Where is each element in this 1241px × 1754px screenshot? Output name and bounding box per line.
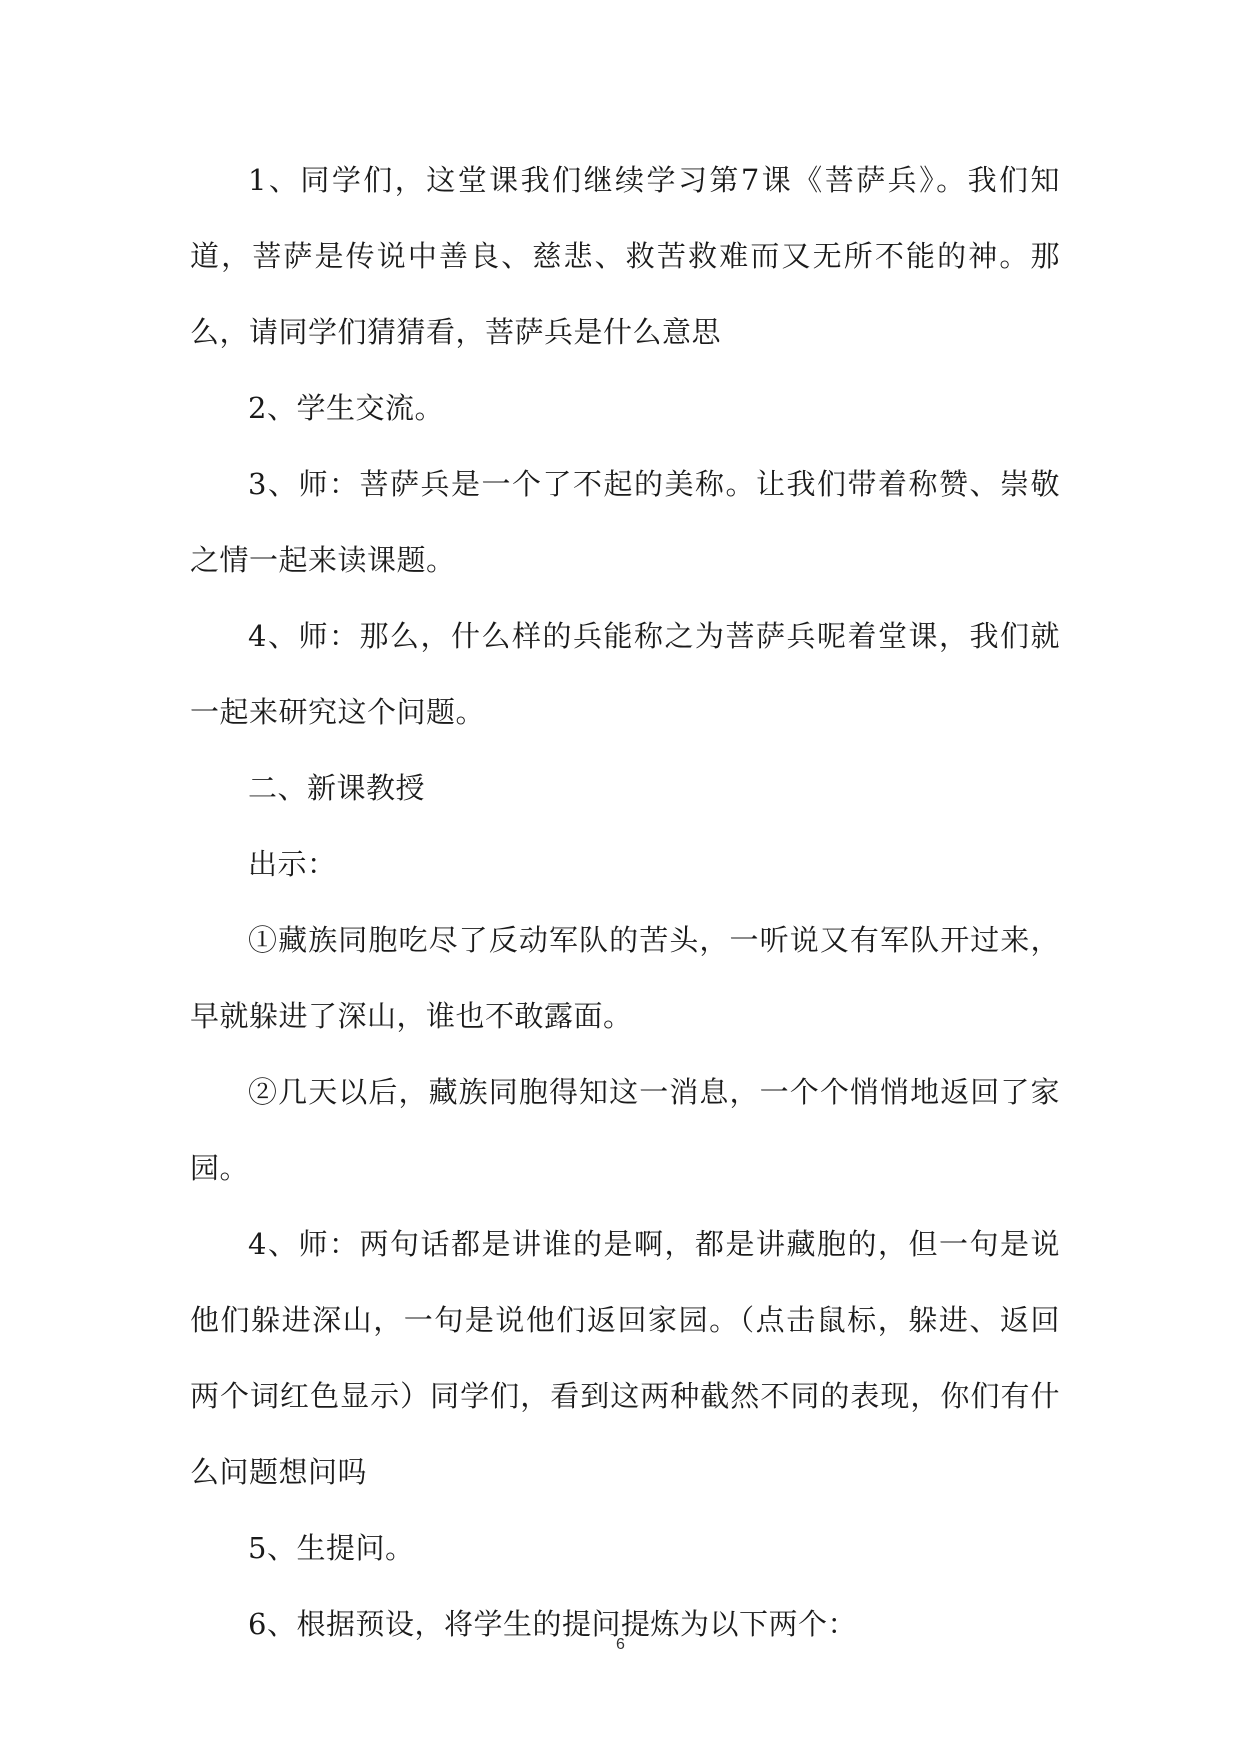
page-number: 6 — [616, 1636, 625, 1653]
paragraph: 2、学生交流。 — [248, 391, 444, 425]
paragraph: ②几天以后，藏族同胞得知这一消息，一个个悄悄地返回了家园。 — [190, 1075, 1060, 1185]
paragraph: ①藏族同胞吃尽了反动军队的苦头，一听说又有军队开过来，早就躲进了深山，谁也不敢露面。 — [190, 923, 1060, 1033]
paragraph: 5、生提问。 — [248, 1531, 415, 1565]
paragraph: 4、师：那么，什么样的兵能称之为菩萨兵呢着堂课，我们就一起来研究这个问题。 — [190, 619, 1060, 729]
paragraph: 出示： — [248, 847, 337, 881]
paragraph: 3、师：菩萨兵是一个了不起的美称。让我们带着称赞、崇敬之情一起来读课题。 — [190, 467, 1060, 577]
document-body — [190, 142, 1060, 1662]
paragraph: 4、师：两句话都是讲谁的是啊，都是讲藏胞的，但一句是说他们躲进深山，一句是说他们返回家园。（点击鼠标，躲进、返回两个词红色显示）同学们，看到这两种截然不同的表现，你们有什么问题想问吗 — [190, 1227, 1060, 1489]
paragraph: 1、同学们，这堂课我们继续学习第7课《菩萨兵》。我们知道，菩萨是传说中善良、慈悲、救苦救难而又无所不能的神。那么，请同学们猜猜看，菩萨兵是什么意思 — [190, 163, 1060, 349]
section-heading: 二、新课教授 — [248, 771, 426, 805]
paragraph: 6、根据预设，将学生的提问提炼为以下两个： — [248, 1607, 857, 1641]
